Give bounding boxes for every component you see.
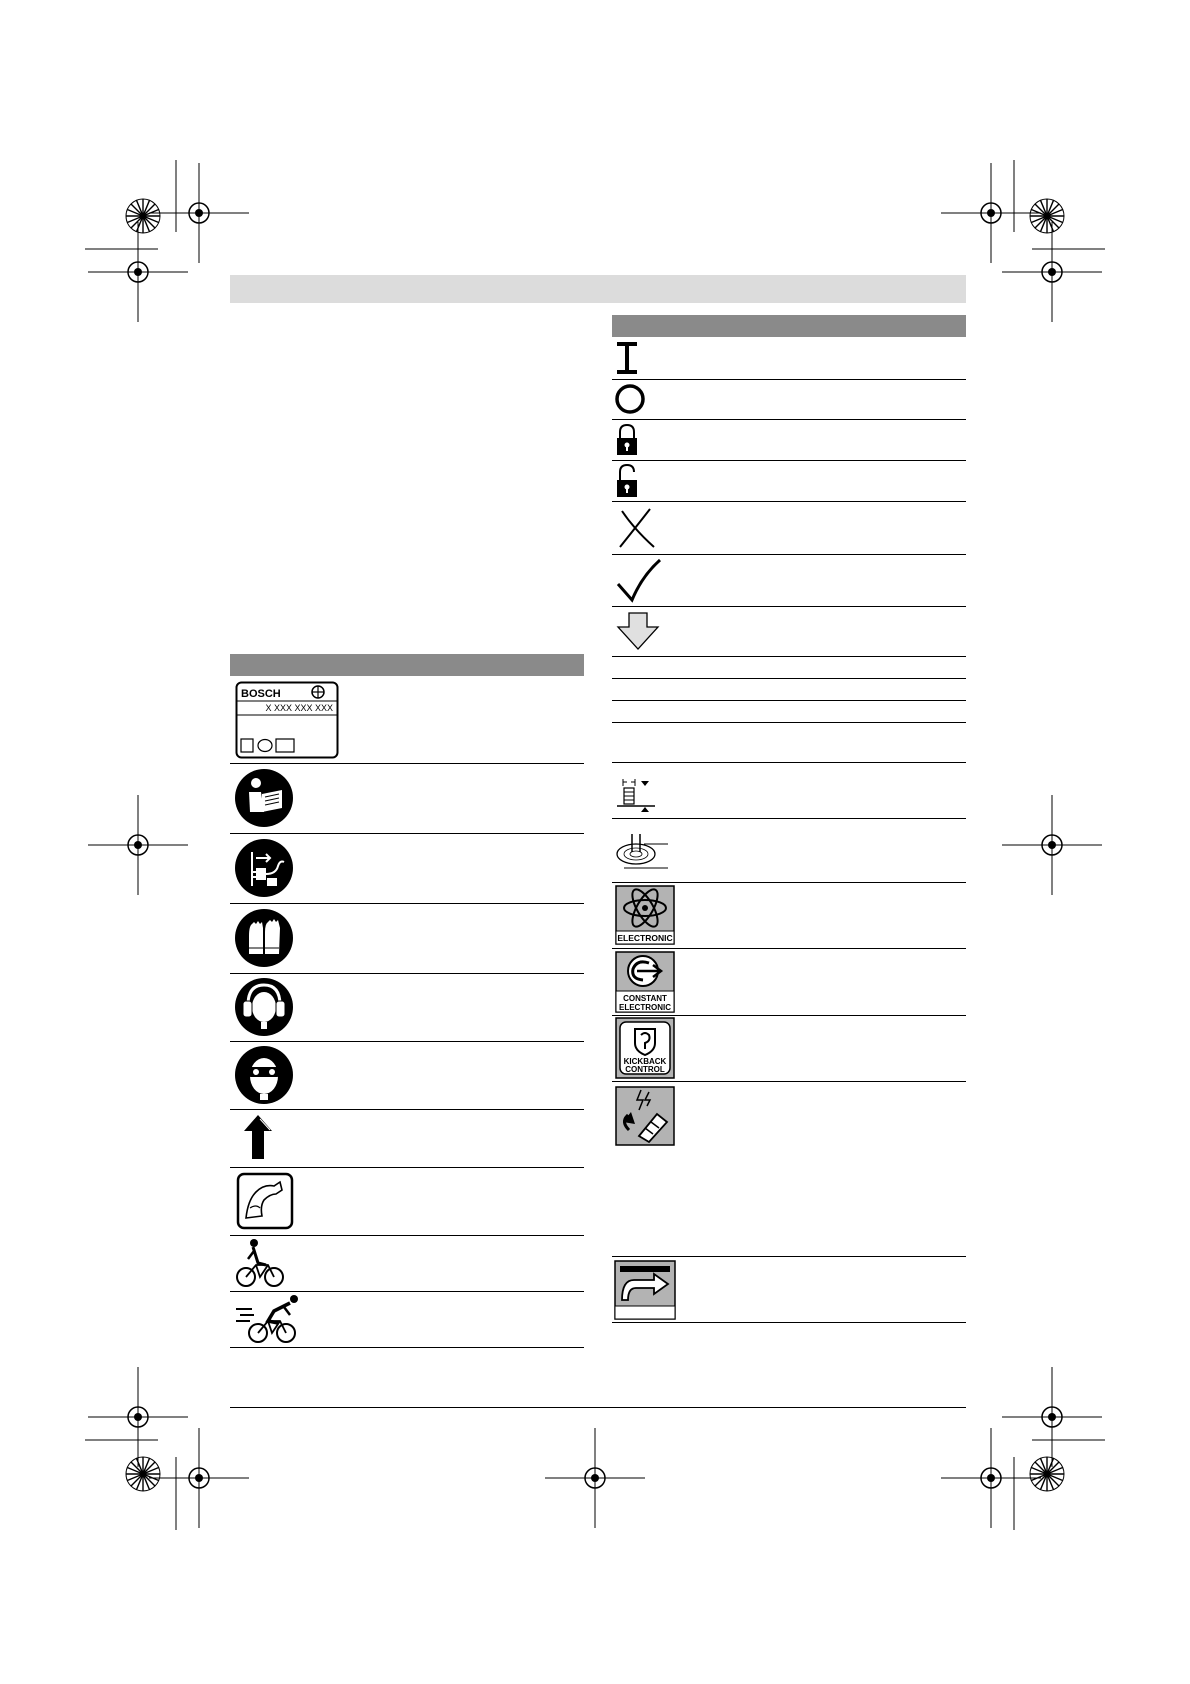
symbol-row-blank <box>612 656 966 679</box>
disc-icon <box>614 830 672 874</box>
nameplate-serial: X XXX XXX XXX <box>265 703 333 713</box>
kickback-badge-line2: CONTROL <box>625 1065 665 1074</box>
symbol-row-restart-protection <box>612 1081 966 1256</box>
symbol-row-switch-on <box>612 337 966 380</box>
symbol-row-unplug <box>230 833 584 904</box>
cyclist-fast-icon <box>234 1293 304 1345</box>
unplug-icon <box>234 838 294 898</box>
switch-on-icon <box>614 341 644 375</box>
symbol-row-ear-protection <box>230 973 584 1042</box>
symbol-row-electronic <box>612 882 966 949</box>
symbol-row-depth-gauge <box>612 762 966 819</box>
constant-electronic-badge-icon <box>615 951 675 1013</box>
wear-gloves-icon <box>234 908 294 968</box>
symbol-row-kickback-control <box>612 1015 966 1082</box>
sunburst-mark <box>1030 1457 1064 1491</box>
symbol-row-arrow-up <box>230 1109 584 1168</box>
left-section-header <box>230 654 584 676</box>
kickback-badge-line1: KICKBACK <box>623 1057 667 1066</box>
symbol-row-nameplate <box>230 677 584 764</box>
physical-strain-icon <box>236 1172 294 1230</box>
arrow-down-icon <box>616 611 662 653</box>
checkmark-icon <box>614 556 664 604</box>
symbol-row-switch-off <box>612 379 966 420</box>
symbol-row-checkmark <box>612 554 966 607</box>
symbol-row-cross <box>612 501 966 555</box>
electronic-badge-icon <box>615 885 675 945</box>
symbol-row-cyclist-fast <box>230 1291 584 1348</box>
symbol-row-disc <box>612 818 966 883</box>
right-section-header <box>612 315 966 337</box>
symbol-row-constant-electronic <box>612 948 966 1016</box>
switch-off-icon <box>614 382 648 416</box>
symbol-row-lock-closed <box>612 419 966 461</box>
sunburst-mark <box>126 199 160 233</box>
depth-gauge-icon <box>615 776 661 816</box>
nameplate-icon <box>235 681 339 759</box>
restart-protection-badge-icon <box>615 1086 675 1146</box>
lock-closed-icon <box>615 422 641 458</box>
symbol-row-blank <box>612 678 966 701</box>
sunburst-mark <box>126 1457 160 1491</box>
symbol-row-cyclist-slow <box>230 1235 584 1292</box>
symbol-row-blank <box>612 722 966 763</box>
symbol-row-read-manual <box>230 763 584 834</box>
lock-open-icon <box>615 462 641 500</box>
symbol-row-wear-gloves <box>230 903 584 974</box>
wear-ear-protection-icon <box>234 977 294 1037</box>
cyclist-slow-icon <box>236 1237 286 1289</box>
constant-badge-line2: ELECTRONIC <box>619 1003 671 1012</box>
electronic-badge-label: ELECTRONIC <box>617 933 673 943</box>
footer-rule <box>230 1407 966 1408</box>
wear-eye-protection-icon <box>234 1045 294 1105</box>
symbol-row-eye-protection <box>230 1041 584 1110</box>
kickback-control-badge-icon <box>615 1017 675 1079</box>
arrow-up-icon <box>238 1113 278 1163</box>
symbol-row-arrow-down <box>612 606 966 657</box>
symbol-row-blank <box>612 700 966 723</box>
symbol-row-directional-arrow <box>612 1257 966 1323</box>
symbol-row-physical-strain <box>230 1167 584 1236</box>
directional-arrow-badge-icon <box>614 1260 676 1320</box>
read-manual-icon <box>234 768 294 828</box>
symbol-row-lock-open <box>612 460 966 502</box>
nameplate-brand: BOSCH <box>241 688 281 700</box>
cross-icon <box>614 505 658 551</box>
page-header-bar <box>230 275 966 303</box>
constant-badge-line1: CONSTANT <box>623 994 667 1003</box>
sunburst-mark <box>1030 199 1064 233</box>
